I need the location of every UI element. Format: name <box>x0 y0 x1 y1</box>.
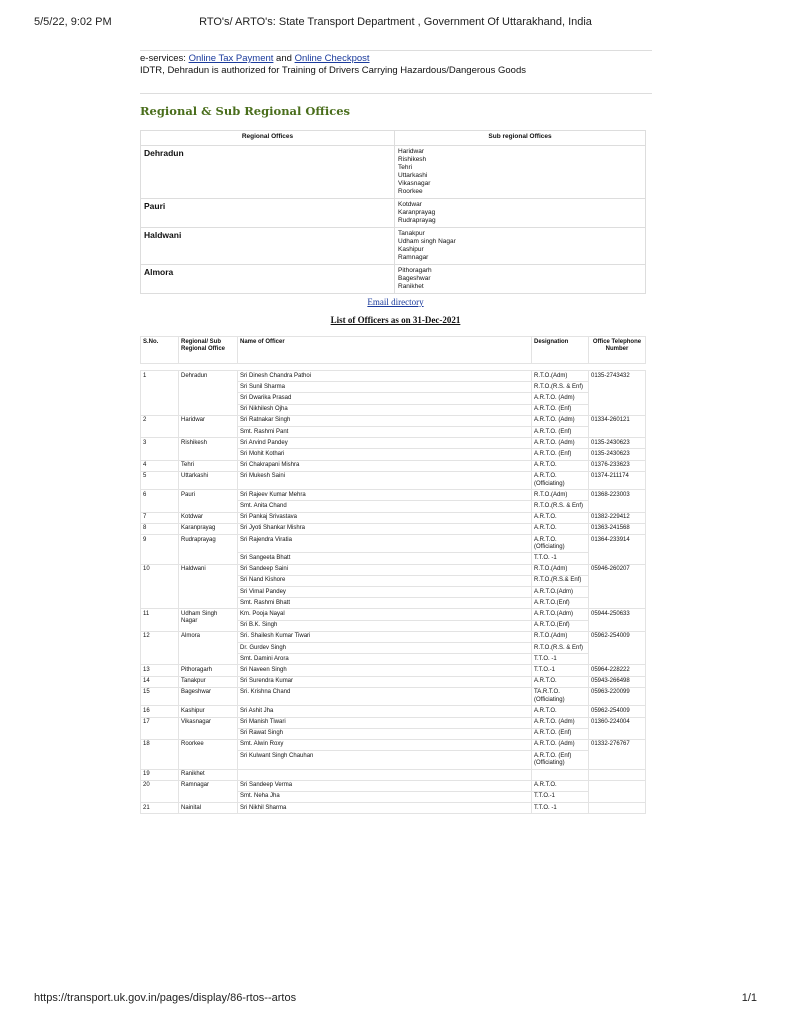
officer-designation: TA.R.T.O. (Officiating) <box>532 687 589 705</box>
officer-row <box>141 438 646 449</box>
office-telephone: 01360-224004 <box>589 717 646 739</box>
officer-row <box>141 665 646 676</box>
officer-designation: A.R.T.O. (Enf) <box>532 427 589 438</box>
serial-number: 15 <box>141 687 179 705</box>
officer-designation: R.T.O.(R.S.& Enf) <box>532 575 589 586</box>
office-telephone: 01363-241568 <box>589 523 646 534</box>
officer-name: Sri Ashit Jha <box>238 706 532 717</box>
regional-office-name: Haldwani <box>141 228 395 265</box>
office-telephone: 0135-2430623 <box>589 438 646 449</box>
idtr-notice: IDTR, Dehradun is authorized for Training of Drivers Carrying Hazardous/Dangerous Goods <box>140 65 526 76</box>
col-officer-name: Name of Officer <box>238 337 532 364</box>
sub-regional-office: Tehri <box>398 164 413 171</box>
officer-row <box>141 706 646 717</box>
officer-designation: R.T.O.(Adm) <box>532 631 589 642</box>
sub-regional-list <box>395 199 646 228</box>
officer-row <box>141 371 646 382</box>
col-phone: Office Telephone Number <box>589 337 646 364</box>
office-name: Rudraprayag <box>179 535 238 565</box>
sub-regional-office: Rudraprayag <box>398 217 436 224</box>
print-url: https://transport.uk.gov.in/pages/display/86-rtos--artos <box>34 992 297 1004</box>
serial-number: 4 <box>141 460 179 471</box>
col-designation: Designation <box>532 337 589 364</box>
office-name: Tehri <box>179 460 238 471</box>
officer-name: Sri. Shailesh Kumar Tiwari <box>238 631 532 642</box>
officer-name: Sri Sangeeta Bhatt <box>238 553 532 564</box>
officer-designation: A.R.T.O. (Adm) <box>532 438 589 449</box>
print-date: 5/5/22, 9:02 PM <box>34 16 112 28</box>
officer-name: Sri Sandeep Saini <box>238 564 532 575</box>
officer-designation: A.R.T.O. (Adm) <box>532 717 589 728</box>
serial-number: 2 <box>141 415 179 437</box>
office-name: Nainital <box>179 803 238 814</box>
serial-number: 20 <box>141 780 179 802</box>
officer-name: Smt. Alwin Roxy <box>238 739 532 750</box>
officer-row <box>141 780 646 791</box>
office-name: Haldwani <box>179 564 238 609</box>
office-telephone: 01368-223003 <box>589 490 646 512</box>
officer-name: Sri Kulwant Singh Chauhan <box>238 751 532 769</box>
officer-name: Sri Pankaj Srivastava <box>238 512 532 523</box>
officer-designation: A.R.T.O. (Adm) <box>532 739 589 750</box>
regional-office-name: Pauri <box>141 199 395 228</box>
officer-name: Sri Nikhilesh Ojha <box>238 404 532 415</box>
officer-name: Smt. Anita Chand <box>238 501 532 512</box>
sub-regional-office: Karanprayag <box>398 209 436 216</box>
officer-row <box>141 523 646 534</box>
office-telephone: 01374-211174 <box>589 471 646 489</box>
office-name: Udham Singh Nagar <box>179 609 238 631</box>
officer-designation: R.T.O.(R.S. & Enf) <box>532 382 589 393</box>
officer-designation: A.R.T.O.(Enf) <box>532 598 589 609</box>
officer-designation: A.R.T.O. (Enf) (Officiating) <box>532 751 589 769</box>
officer-row <box>141 490 646 501</box>
serial-number: 3 <box>141 438 179 460</box>
online-checkpost-link[interactable]: Online Checkpost <box>294 53 370 64</box>
regional-row <box>141 199 646 228</box>
office-telephone: 05963-220099 <box>589 687 646 705</box>
officer-name: Sri Nikhil Sharma <box>238 803 532 814</box>
officers-list-heading: List of Officers as on 31-Dec-2021 <box>330 315 461 325</box>
officer-row <box>141 460 646 471</box>
officer-designation: A.R.T.O. <box>532 780 589 791</box>
office-name: Rishikesh <box>179 438 238 460</box>
sub-regional-office: Uttarkashi <box>398 172 428 179</box>
officer-designation: A.R.T.O. <box>532 523 589 534</box>
officer-row <box>141 512 646 523</box>
eservices-and: and <box>273 53 295 64</box>
officer-name: Sri Sunil Sharma <box>238 382 532 393</box>
officer-name: Sri Arvind Pandey <box>238 438 532 449</box>
office-name: Karanprayag <box>179 523 238 534</box>
officer-designation: A.R.T.O. <box>532 512 589 523</box>
serial-number: 17 <box>141 717 179 739</box>
officer-name: Sri Vimal Pandey <box>238 587 532 598</box>
office-name: Uttarkashi <box>179 471 238 489</box>
officer-name: Smt. Neha Jha <box>238 791 532 802</box>
officer-designation: R.T.O.(Adm) <box>532 371 589 382</box>
officer-name: Sri Manish Tiwari <box>238 717 532 728</box>
officer-designation: T.T.O. -1 <box>532 553 589 564</box>
sub-regional-office: Rishikesh <box>398 156 427 163</box>
regional-row <box>141 265 646 294</box>
officer-name: Smt. Rashmi Bhatt <box>238 598 532 609</box>
email-directory-link[interactable]: Email directory <box>367 297 424 307</box>
office-telephone: 05964-228222 <box>589 665 646 676</box>
col-sno: S.No. <box>141 337 179 364</box>
regional-row <box>141 228 646 265</box>
officer-row <box>141 564 646 575</box>
officer-name: Sri Surendra Kumar <box>238 676 532 687</box>
office-name: Vikasnagar <box>179 717 238 739</box>
officer-designation <box>532 769 589 780</box>
online-tax-payment-link[interactable]: Online Tax Payment <box>188 53 274 64</box>
officer-row <box>141 471 646 489</box>
sub-regional-office: Haridwar <box>398 148 425 155</box>
office-name: Kashipur <box>179 706 238 717</box>
print-page-number: 1/1 <box>741 992 757 1004</box>
col-regional-offices: Regional Offices <box>141 131 395 146</box>
office-name: Pauri <box>179 490 238 512</box>
officer-name: Sri Jyoti Shankar Mishra <box>238 523 532 534</box>
regional-offices-heading: Regional & Sub Regional Offices <box>140 104 350 118</box>
officer-name: Dr. Gurdev Singh <box>238 643 532 654</box>
serial-number: 11 <box>141 609 179 631</box>
sub-regional-office: Kotdwar <box>398 201 422 208</box>
officer-row <box>141 609 646 620</box>
office-name: Pithoragarh <box>179 665 238 676</box>
officer-name: Sri Sandeep Verma <box>238 780 532 791</box>
serial-number: 19 <box>141 769 179 780</box>
serial-number: 9 <box>141 535 179 565</box>
sub-regional-office: Vikasnagar <box>398 180 431 187</box>
officer-row <box>141 676 646 687</box>
officer-designation: A.R.T.O. (Adm) <box>532 393 589 404</box>
officer-name: Sri Mukesh Saini <box>238 471 532 489</box>
office-name: Ranikhet <box>179 769 238 780</box>
office-name: Bageshwar <box>179 687 238 705</box>
serial-number: 6 <box>141 490 179 512</box>
officer-name: Sri Dwarika Prasad <box>238 393 532 404</box>
eservices-notice <box>140 50 652 94</box>
officer-designation: A.R.T.O. (Enf) <box>532 404 589 415</box>
sub-regional-list <box>395 228 646 265</box>
eservices-prefix: e-services: <box>140 53 189 64</box>
officer-name: Sri. Krishna Chand <box>238 687 532 705</box>
officer-row <box>141 687 646 705</box>
officer-row <box>141 535 646 553</box>
sub-regional-office: Ramnagar <box>398 254 429 261</box>
serial-number: 12 <box>141 631 179 665</box>
office-name: Tanakpur <box>179 676 238 687</box>
office-telephone: 0135-2743432 <box>589 371 646 416</box>
office-telephone: 01382-229412 <box>589 512 646 523</box>
officer-name: Sri Dinesh Chandra Pathoi <box>238 371 532 382</box>
officer-designation: A.R.T.O. (Adm) <box>532 415 589 426</box>
sub-regional-office: Roorkee <box>398 188 423 195</box>
serial-number: 18 <box>141 739 179 769</box>
office-telephone: 05962-254009 <box>589 631 646 665</box>
officer-name: Sri Mohit Kothari <box>238 449 532 460</box>
officer-name: Sri Naveen Singh <box>238 665 532 676</box>
office-telephone: 05944-250633 <box>589 609 646 631</box>
officer-name: Sri Rajeev Kumar Mehra <box>238 490 532 501</box>
sub-regional-office: Pithoragarh <box>398 267 432 274</box>
sub-regional-office: Tanakpur <box>398 230 425 237</box>
serial-number: 10 <box>141 564 179 609</box>
regional-office-name: Dehradun <box>141 146 395 199</box>
officer-row <box>141 415 646 426</box>
officer-row <box>141 739 646 750</box>
officer-designation: A.R.T.O.(Adm) <box>532 587 589 598</box>
serial-number: 16 <box>141 706 179 717</box>
officer-name: Sri Nand Kishore <box>238 575 532 586</box>
officer-row <box>141 717 646 728</box>
serial-number: 7 <box>141 512 179 523</box>
office-name: Dehradun <box>179 371 238 416</box>
sub-regional-office: Kashipur <box>398 246 424 253</box>
officer-name: Sri Chakrapani Mishra <box>238 460 532 471</box>
serial-number: 5 <box>141 471 179 489</box>
office-telephone <box>589 769 646 780</box>
officer-designation: R.T.O.(R.S. & Enf) <box>532 643 589 654</box>
officer-name: Km. Pooja Nayal <box>238 609 532 620</box>
officer-designation: T.T.O. -1 <box>532 803 589 814</box>
officer-row <box>141 631 646 642</box>
print-page-title: RTO's/ ARTO's: State Transport Department , Government Of Uttarakhand, India <box>199 16 592 28</box>
office-name: Roorkee <box>179 739 238 769</box>
serial-number: 21 <box>141 803 179 814</box>
officer-designation: R.T.O.(Adm) <box>532 564 589 575</box>
officer-designation: A.R.T.O. <box>532 460 589 471</box>
office-telephone: 01364-233914 <box>589 535 646 565</box>
officer-designation: R.T.O.(Adm) <box>532 490 589 501</box>
office-telephone: 01334-260121 <box>589 415 646 437</box>
officer-designation: A.R.T.O. (Officiating) <box>532 535 589 553</box>
office-telephone <box>589 803 646 814</box>
officer-name: Sri Rajendra Viratia <box>238 535 532 553</box>
officer-row <box>141 769 646 780</box>
officer-row <box>141 803 646 814</box>
sub-regional-list <box>395 146 646 199</box>
serial-number: 13 <box>141 665 179 676</box>
officer-name: Sri Ratnakar Singh <box>238 415 532 426</box>
sub-regional-office: Ranikhet <box>398 283 424 290</box>
office-name: Almora <box>179 631 238 665</box>
serial-number: 1 <box>141 371 179 416</box>
office-telephone: 01376-233623 <box>589 460 646 471</box>
regional-offices-table <box>140 130 646 294</box>
office-telephone: 05946-260207 <box>589 564 646 609</box>
officer-designation: A.R.T.O.(Adm) <box>532 609 589 620</box>
office-name: Ramnagar <box>179 780 238 802</box>
office-telephone <box>589 780 646 802</box>
officers-table <box>140 336 646 814</box>
officer-designation: T.T.O.-1 <box>532 665 589 676</box>
officer-name: Smt. Rashmi Pant <box>238 427 532 438</box>
officer-designation: A.R.T.O. (Enf) <box>532 449 589 460</box>
officer-designation: A.R.T.O. <box>532 676 589 687</box>
office-name: Haridwar <box>179 415 238 437</box>
office-name: Kotdwar <box>179 512 238 523</box>
office-telephone: 05943-266498 <box>589 676 646 687</box>
col-office: Regional/ Sub Regional Office <box>179 337 238 364</box>
officer-name <box>238 769 532 780</box>
officer-designation: T.T.O.-1 <box>532 791 589 802</box>
officer-name: Sri B.K. Singh <box>238 620 532 631</box>
officer-designation: A.R.T.O.(Enf) <box>532 620 589 631</box>
col-sub-regional-offices: Sub regional Offices <box>395 131 646 146</box>
officer-designation: R.T.O.(R.S. & Enf) <box>532 501 589 512</box>
serial-number: 14 <box>141 676 179 687</box>
office-telephone: 05962-254009 <box>589 706 646 717</box>
officer-designation: A.R.T.O. (Enf) <box>532 728 589 739</box>
officer-designation: T.T.O. -1 <box>532 654 589 665</box>
email-directory <box>0 297 791 307</box>
sub-regional-office: Bageshwar <box>398 275 431 282</box>
office-telephone: 01332-276767 <box>589 739 646 769</box>
serial-number: 8 <box>141 523 179 534</box>
officer-name: Smt. Damini Arora <box>238 654 532 665</box>
sub-regional-list <box>395 265 646 294</box>
sub-regional-office: Udham singh Nagar <box>398 238 456 245</box>
office-telephone: 0135-2430623 <box>589 449 646 460</box>
officer-designation: A.R.T.O. (Officiating) <box>532 471 589 489</box>
officer-name: Sri Rawat Singh <box>238 728 532 739</box>
officer-designation: A.R.T.O. <box>532 706 589 717</box>
regional-office-name: Almora <box>141 265 395 294</box>
regional-row <box>141 146 646 199</box>
